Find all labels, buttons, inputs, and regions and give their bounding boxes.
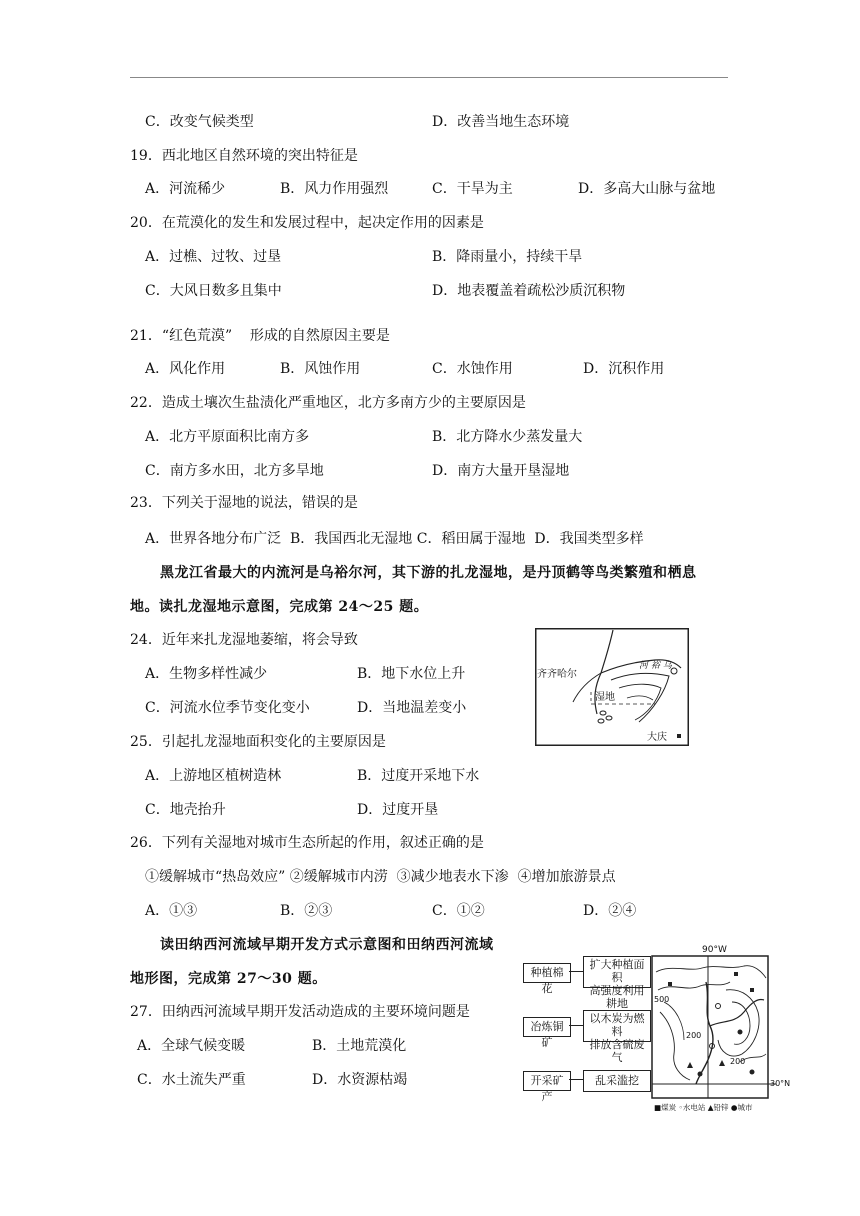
q27-stem: 27．田纳西河流域早期开发活动造成的主要环境问题是 (130, 1004, 470, 1020)
q20-option-b: B．降雨量小，持续干旱 (432, 249, 583, 265)
zhalong-river-label: 河 裕 乌 (639, 661, 672, 671)
q24-option-c: C．河流水位季节变化变小 (145, 700, 310, 716)
q20-option-c: C．大风日数多且集中 (145, 283, 282, 299)
header-rule (130, 77, 728, 78)
zhalong-wetland-label: 湿地 (595, 692, 615, 703)
q22-option-a: A．北方平原面积比南方多 (145, 429, 310, 445)
q24-option-b: B．地下水位上升 (357, 666, 466, 682)
result-copper (583, 1010, 651, 1064)
q24-stem: 24．近年来扎龙湿地萎缩，将会导致 (130, 632, 358, 648)
intro-24-25-line2: 地。读扎龙湿地示意图，完成第 24～25 题。 (130, 599, 429, 615)
q26-option-b: B．②③ (280, 903, 333, 919)
activity-cotton: 种植棉花 (523, 963, 571, 983)
contour-200-label-east: 200 (730, 1057, 746, 1066)
q26-stem: 26．下列有关湿地对城市生态所起的作用，叙述正确的是 (130, 835, 484, 851)
q26-option-a: A．①③ (145, 903, 198, 919)
q18-option-d: D．改善当地生态环境 (432, 114, 570, 130)
map-latitude-label: 30°N (770, 1079, 790, 1088)
q21-option-c: C．水蚀作用 (432, 361, 513, 377)
intro-27-30-line1: 读田纳西河流域早期开发方式示意图和田纳西河流域 (160, 937, 494, 953)
q25-option-b: B．过度开采地下水 (357, 768, 480, 784)
q20-stem: 20．在荒漠化的发生和发展过程中，起决定作用的因素是 (130, 215, 484, 231)
q19-stem: 19．西北地区自然环境的突出特征是 (130, 148, 358, 164)
q22-option-d: D．南方大量开垦湿地 (432, 463, 570, 479)
q26-items: ①缓解城市“热岛效应” ②缓解城市内涝 ③减少地表水下渗 ④增加旅游景点 (145, 869, 616, 885)
result-copper-line1: 以木炭为燃料 (589, 1012, 645, 1038)
q24-option-d: D．当地温差变小 (357, 700, 467, 716)
arrow-2 (569, 1025, 583, 1026)
result-cotton-line1: 扩大种植面积 (589, 958, 645, 984)
result-cotton-line2: 高强度利用耕地 (589, 984, 645, 1010)
intro-24-25-line1: 黑龙江省最大的内流河是乌裕尔河，其下游的扎龙湿地，是丹顶鹤等鸟类繁殖和栖息 (160, 565, 697, 581)
zhalong-city-qiqihar: 齐齐哈尔 (537, 669, 577, 680)
q24-option-a: A．生物多样性减少 (145, 666, 268, 682)
q23-stem: 23．下列关于湿地的说法，错误的是 (130, 495, 358, 511)
q25-option-d: D．过度开垦 (357, 802, 439, 818)
q19-option-a: A．河流稀少 (145, 181, 226, 197)
result-copper-line2: 排放含硫废气 (589, 1038, 645, 1064)
arrow-1 (569, 971, 583, 972)
q19-option-c: C．干旱为主 (432, 181, 513, 197)
zhalong-wetland-map (535, 628, 689, 746)
map-longitude-label: 90°W (702, 945, 727, 955)
map-legend: ■煤炭 ◦水电站 ▲铅锌 ●城市 (654, 1103, 753, 1112)
contour-500-label: 500 (654, 995, 670, 1004)
q19-option-b: B．风力作用强烈 (280, 181, 389, 197)
q23-options: A．世界各地分布广泛 B．我国西北无湿地 C．稻田属于湿地 D．我国类型多样 (145, 531, 644, 547)
q25-option-c: C．地壳抬升 (145, 802, 226, 818)
q18-option-c: C．改变气候类型 (145, 114, 254, 130)
q20-option-d: D．地表覆盖着疏松沙质沉积物 (432, 283, 626, 299)
q22-option-c: C．南方多水田，北方多旱地 (145, 463, 324, 479)
q22-stem: 22．造成土壤次生盐渍化严重地区，北方多南方少的主要原因是 (130, 395, 526, 411)
q21-option-a: A．风化作用 (145, 361, 226, 377)
q19-option-d: D．多高大山脉与盆地 (578, 181, 716, 197)
q21-option-b: B．风蚀作用 (280, 361, 361, 377)
q22-option-b: B．北方降水少蒸发量大 (432, 429, 583, 445)
q25-option-a: A．上游地区植树造林 (145, 768, 282, 784)
q27-option-c: C．水土流失严重 (137, 1072, 246, 1088)
q27-option-b: B．土地荒漠化 (312, 1038, 407, 1054)
q20-option-a: A．过樵、过牧、过垦 (145, 249, 282, 265)
tennessee-terrain-map (650, 942, 790, 1114)
q21-stem: 21．“红色荒漠” 形成的自然原因主要是 (130, 328, 390, 344)
zhalong-city-daqing: 大庆 (647, 732, 667, 743)
contour-200-label-west: 200 (686, 1031, 702, 1040)
q21-option-d: D．沉积作用 (583, 361, 665, 377)
arrow-3 (569, 1079, 583, 1080)
q25-stem: 25．引起扎龙湿地面积变化的主要原因是 (130, 734, 386, 750)
q26-option-c: C．①② (432, 903, 485, 919)
activity-mining: 开采矿产 (523, 1071, 571, 1091)
intro-27-30-line2: 地形图，完成第 27～30 题。 (130, 971, 327, 987)
activity-copper-smelting: 冶炼铜矿 (523, 1017, 571, 1037)
result-mining: 乱采滥挖 (583, 1070, 651, 1092)
q27-option-a: A．全球气候变暖 (137, 1038, 246, 1054)
q26-option-d: D．②④ (583, 903, 637, 919)
result-cotton (583, 956, 651, 1010)
q27-option-d: D．水资源枯竭 (312, 1072, 408, 1088)
